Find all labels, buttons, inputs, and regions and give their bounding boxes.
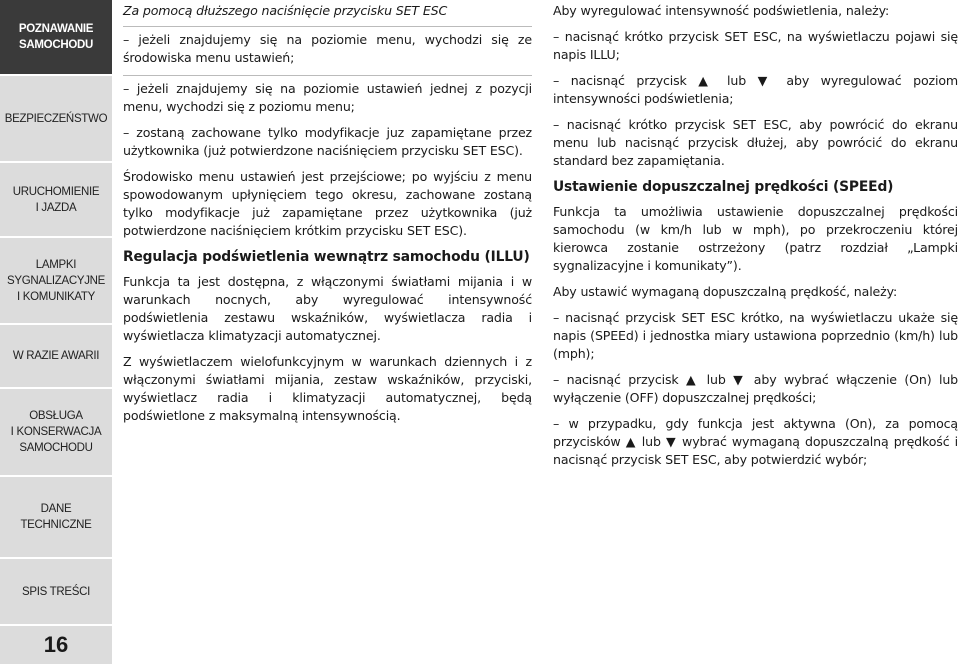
- sidebar-item-label: BEZPIECZEŃSTWO: [4, 112, 108, 125]
- sidebar-item-w-razie-awarii[interactable]: [0, 325, 112, 387]
- page-number: 16: [0, 626, 112, 664]
- paragraph-speed-intro: Aby ustawić wymaganą dopuszczalną prędkość, należy:: [553, 284, 898, 299]
- section-heading-speed: Ustawienie dopuszczalnej prędkości (SPEEd): [553, 179, 894, 195]
- sidebar-item-label: SPIS TREŚCI: [21, 585, 91, 598]
- divider: [123, 26, 532, 27]
- bullet-item: – zostaną zachowane tylko modyfikacje juz zapamiętane przez użytkownika (już potwierdzone naciśnięciem przycisku SET ESC).: [123, 125, 532, 158]
- section-heading-illu: Regulacja podświetlenia wewnątrz samochodu (ILLU): [123, 249, 530, 265]
- sidebar-item-spis-tresci[interactable]: [0, 559, 112, 624]
- paragraph-menu-environment: Środowisko menu ustawień jest przejściowe; po wyjściu z menu spowodowanym upłynięciem tego okresu, zachowane zostaną tylko modyfikacje już zapamiętane przez użytkownika (już potwierdzone naciśnięciem krótkim przycisku SET ESC).: [123, 169, 532, 238]
- sidebar-item-label: DANE TECHNICZNE: [20, 503, 92, 531]
- sidebar-item-lampki-sygnalizacyjne[interactable]: [0, 238, 112, 323]
- step-item: – nacisnąć krótko przycisk SET ESC, na wyświetlaczu pojawi się napis ILLU;: [553, 29, 958, 62]
- text-column-right: [553, 0, 958, 477]
- intro-italic-line: Za pomocą dłuższego naciśnięcie przycisku SET ESC: [123, 3, 448, 18]
- step-item: – nacisnąć przycisk ▲ lub ▼ aby wyregulować poziom intensywności podświetlenia;: [553, 73, 958, 106]
- paragraph-speed: Funkcja ta umożliwia ustawienie dopuszczalnej prędkości samochodu (w km/h lub w mph), po przekroczeniu której kierowca zostanie ostrzeżony (patrz rozdział „Lampki sygnalizacyjne i komunikaty”).: [553, 204, 958, 273]
- sidebar-item-bezpieczenstwo[interactable]: [0, 76, 112, 161]
- paragraph-illu-intro: Aby wyregulować intensywność podświetlenia, należy:: [553, 3, 890, 18]
- bullet-item: – jeżeli znajdujemy się na poziomie ustawień jednej z pozycji menu, wychodzi się z poziomu menu;: [123, 81, 532, 114]
- sidebar-item-label: POZNAWANIE SAMOCHODU: [18, 23, 94, 51]
- sidebar-item-obsluga-i-konserwacja[interactable]: [0, 389, 112, 475]
- sidebar-item-dane-techniczne[interactable]: [0, 477, 112, 557]
- sidebar-item-uruchomienie-i-jazda[interactable]: [0, 163, 112, 236]
- sidebar-item-label: OBSŁUGA I KONSERWACJA SAMOCHODU: [10, 410, 102, 454]
- bullet-item: – jeżeli znajdujemy się na poziomie menu, wychodzi się ze środowiska menu ustawień;: [123, 32, 532, 65]
- sidebar-item-poznawanie-samochodu[interactable]: [0, 0, 112, 74]
- chapter-sidebar: [0, 0, 112, 664]
- step-item: – nacisnąć krótko przycisk SET ESC, aby powrócić do ekranu menu lub nacisnąć przycisk dłużej, aby powrócić do ekranu standard bez zapamiętania.: [553, 117, 958, 168]
- paragraph-illu-2: Z wyświetlaczem wielofunkcyjnym w warunkach dziennych i z włączonymi światłami mijania, zestaw wskaźników, przyciski, wyświetlacz radia i klimatyzacji automatycznej, będą podświetlone z maksymalną intensywnością.: [123, 354, 532, 423]
- step-item: – nacisnąć przycisk SET ESC krótko, na wyświetlaczu ukaże się napis (SPEEd) i jednostka miary ustawiona poprzednio (km/h) lub (mph);: [553, 310, 958, 361]
- text-column-middle: [123, 0, 532, 433]
- sidebar-item-label: URUCHOMIENIE I JAZDA: [12, 185, 100, 214]
- step-item: – nacisnąć przycisk ▲ lub ▼ aby wybrać włączenie (On) lub wyłączenie (OFF) dopuszczalnej prędkości;: [553, 372, 958, 405]
- sidebar-item-label: LAMPKI SYGNALIZACYJNE I KOMUNIKATY: [6, 258, 106, 303]
- divider: [123, 75, 532, 76]
- sidebar-item-label: W RAZIE AWARII: [12, 350, 100, 362]
- step-item: – w przypadku, gdy funkcja jest aktywna (On), za pomocą przycisków ▲ lub ▼ wybrać wymaganą dopuszczalną prędkość i nacisnąć przycisk SET ESC, aby potwierdzić wybór;: [553, 416, 958, 467]
- paragraph-illu-1: Funkcja ta jest dostępna, z włączonymi światłami mijania i w warunkach nocnych, aby wyregulować intensywność podświetlenia zestawu wskaźników, wyświetlacza radia i wyświetlacza klimatyzacji automatycznej.: [123, 274, 532, 343]
